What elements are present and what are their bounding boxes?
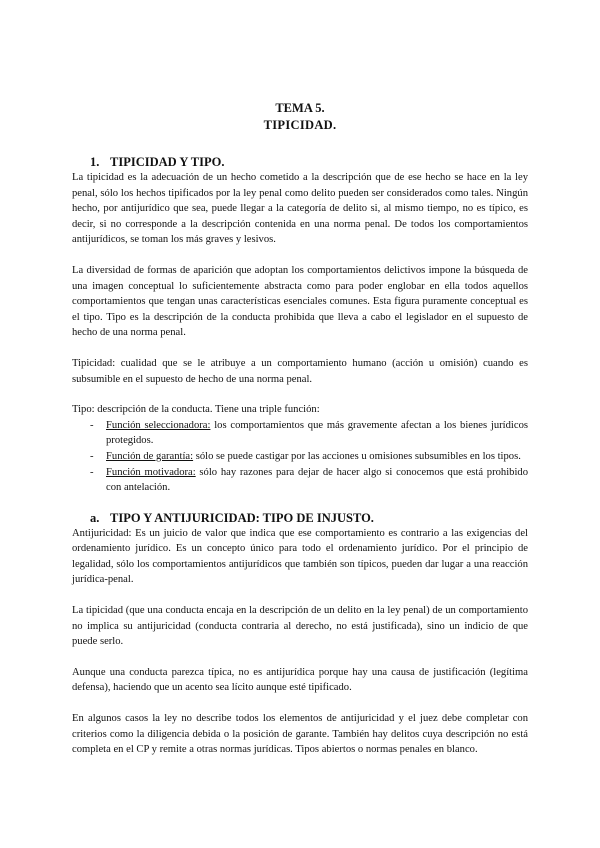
function-text: los comportamientos que más gravemente afectan a los bienes jurídicos protegidos.	[106, 419, 528, 447]
section-a-paragraph-3: Aunque una conducta parezca típica, no es antijurídica porque hay una causa de justificación (legítima defensa), haciendo que un acento sea lícito aunque esté tipificado.	[72, 666, 528, 694]
title-line-1: TEMA 5.	[275, 101, 325, 115]
function-text: sólo hay razones para dejar de hacer algo si conocemos que está prohibido con antelación.	[106, 466, 528, 494]
list-item: - Función seleccionadora: los comportamientos que más gravemente afectan a los bienes jurídicos protegidos.	[90, 419, 528, 447]
section-1-paragraph-3: Tipicidad: cualidad que se le atribuye a un comportamiento humano (acción u omisión) cuando es subsumible en el supuesto de hecho de una norma penal.	[72, 357, 528, 385]
document-title	[72, 100, 528, 134]
section-1-heading	[72, 154, 528, 170]
function-label: Función seleccionadora:	[106, 419, 211, 431]
section-1-paragraph-1: La tipicidad es la adecuación de un hecho cometido a la descripción que de ese hecho se hace en la ley penal, sólo los hechos tipificados por la ley penal como delito pueden ser considerados como tales. Ningún hecho, por antijurídico que sea, puede llegar a la categoría de delito si, al mismo tiempo, no es típico, es decir, si no corresponde a la descripción contenida en una norma penal. De todos los comportamientos antijurídicos, se toman los más graves y lesivos.	[72, 172, 528, 246]
section-a-paragraph-2: La tipicidad (que una conducta encaja en la descripción de un delito en la ley penal) de un comportamiento no implica su antijuricidad (conducta contraria al derecho, no está justificada), sino un indicio de que puede serlo.	[72, 605, 528, 648]
section-a-heading	[72, 510, 528, 526]
function-list	[72, 418, 528, 496]
list-item: - Función motivadora: sólo hay razones para dejar de hacer algo si conocemos que está prohibido con antelación.	[90, 466, 528, 494]
section-a-paragraph-4: En algunos casos la ley no describe todos los elementos de antijuricidad y el juez debe completar con criterios como la diligencia debida o la posición de garante. También hay delitos cuya descripción no está completa en el CP y remite a otras normas jurídicas. Tipos abiertos o normas penales en blanco.	[72, 713, 528, 756]
function-label: Función de garantía:	[106, 450, 194, 462]
section-1-paragraph-2: La diversidad de formas de aparición que adoptan los comportamientos delictivos impone la búsqueda de una imagen conceptual lo suficientemente abstracta como para poder englobar en ella todos aquellos comportamientos que tengan unas características esenciales comunes. Esta figura puramente conceptual es el tipo. Tipo es la descripción de la conducta prohibida que lleva a cabo el legislador en el supuesto de hecho de una norma penal.	[72, 264, 528, 339]
list-item: - Función de garantía: sólo se puede castigar por las acciones u omisiones subsumibles en los tipos.	[90, 450, 521, 462]
section-a-title: TIPO Y ANTIJURICIDAD: TIPO DE INJUSTO.	[110, 510, 374, 525]
section-1-title: TIPICIDAD Y TIPO.	[110, 155, 225, 169]
document-page	[72, 100, 528, 758]
function-label: Función motivadora:	[106, 466, 196, 478]
title-line-2: TIPICIDAD.	[263, 118, 337, 132]
function-text: sólo se puede castigar por las acciones u omisiones subsumibles en los tipos.	[193, 450, 521, 462]
section-1-number: 1.	[90, 155, 100, 169]
section-a-number: a.	[90, 510, 100, 525]
section-1-paragraph-4: Tipo: descripción de la conducta. Tiene una triple función:	[72, 404, 320, 416]
section-a-paragraph-1: Antijuricidad: Es un juicio de valor que indica que ese comportamiento es contrario a las exigencias del ordenamiento jurídico. Es un concepto único para todo el ordenamiento jurídico. Por el principio de legalidad, sólo los comportamientos antijurídicos que también son típicos, pueden dar lugar a una reacción jurídica-penal.	[72, 527, 528, 586]
